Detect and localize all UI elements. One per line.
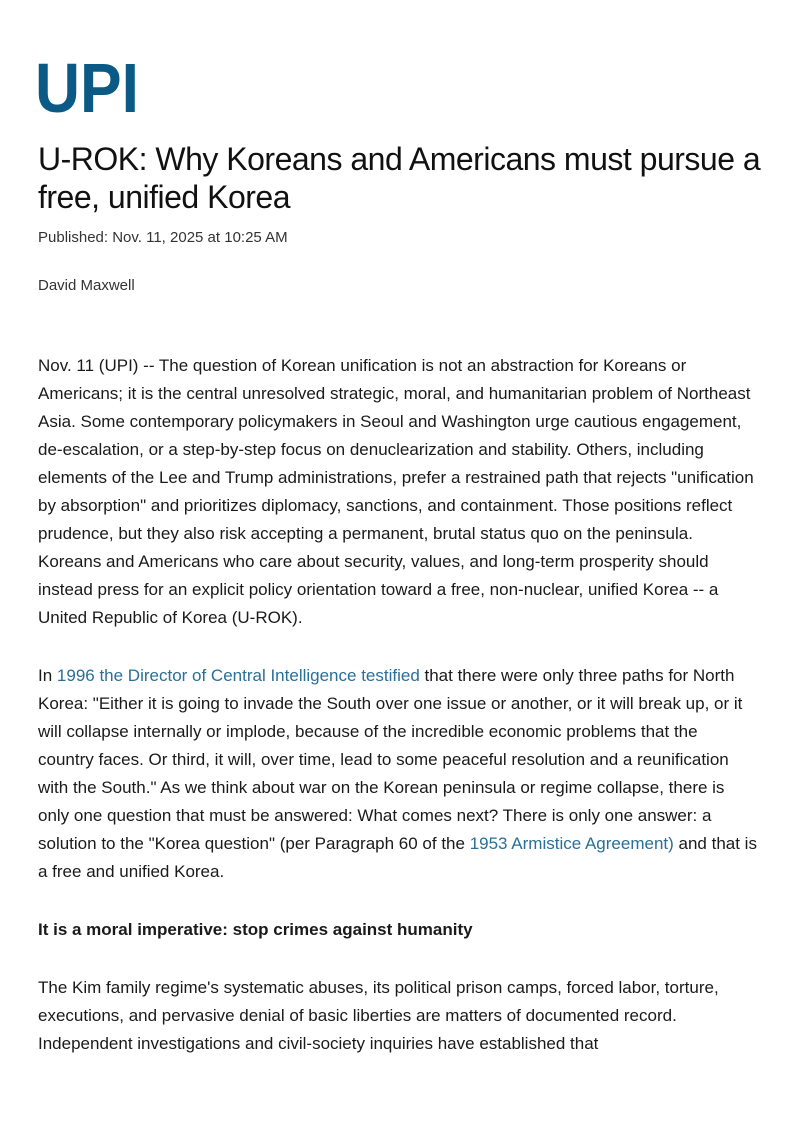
paragraph-2-text: that there were only three paths for North Korea: "Either it is going to invade the South over one issue or another, or it will break up, or it will collapse internally or implode, because of the incredible economic problems that the country faces. Or third, it will, over time, lead to some peaceful resolution and a reunification with the South." As we think about war on the Korean peninsula or regime collapse, there is only one question that must be answered: What comes next? There is only one answer: a solution to the "Korea question" (per Paragraph 60 of the [38,666,743,853]
section-subhead: It is a moral imperative: stop crimes against humanity [38,920,473,939]
article-title: U-ROK: Why Koreans and Americans must pursue a free, unified Korea [38,141,761,215]
armistice-agreement-link[interactable]: 1953 Armistice Agreement) [469,834,674,853]
published-date: Published: Nov. 11, 2025 at 10:25 AM [38,229,288,246]
paragraph-2-text: In [38,666,57,685]
dci-testimony-link[interactable]: 1996 the Director of Central Intelligence testified [56,666,420,685]
upi-logo-mark [35,49,141,127]
article-body [38,352,758,1088]
paragraph-2-text: and that is a free and unified Korea. [38,834,757,881]
svg-text:UPI: UPI [35,49,139,127]
upi-logo[interactable] [35,49,141,127]
paragraph-3: The Kim family regime's systematic abuses, its political prison camps, forced labor, torture, executions, and pervasive denial of basic liberties are matters of documented record. Independent investigations and civil-society inquiries have established that [38,978,719,1053]
paragraph-2 [38,662,758,886]
author-name[interactable]: David Maxwell [38,277,135,294]
paragraph-1: Nov. 11 (UPI) -- The question of Korean unification is not an abstraction for Koreans or Americans; it is the central unresolved strategic, moral, and humanitarian problem of Northeast Asia. Some contemporary policymakers in Seoul and Washington urge cautious engagement, de-escalation, or a step-by-step focus on denuclearization and stability. Others, including elements of the Lee and Trump administrations, prefer a restrained path that rejects "unification by absorption" and prioritizes diplomacy, sanctions, and containment. Those positions reflect prudence, but they also risk accepting a permanent, brutal status quo on the peninsula. Koreans and Americans who care about security, values, and long-term prosperity should instead press for an explicit policy orientation toward a free, non-nuclear, unified Korea -- a United Republic of Korea (U-ROK). [38,356,754,627]
